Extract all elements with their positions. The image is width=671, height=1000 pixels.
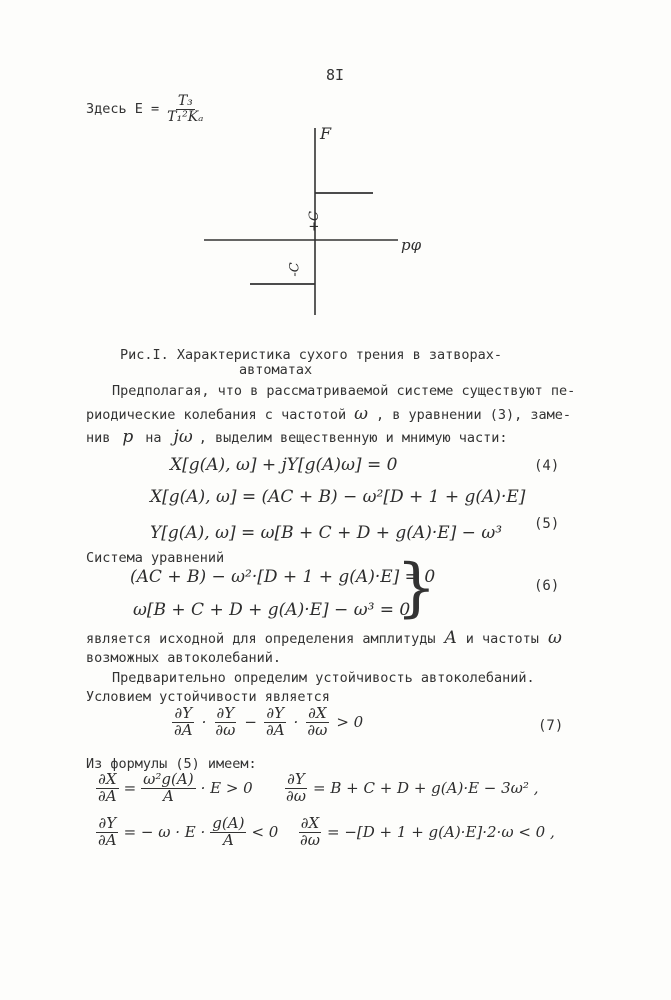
d1-num: ∂X bbox=[98, 770, 117, 788]
d1-rhs bbox=[141, 772, 195, 805]
para1-p: p bbox=[122, 427, 134, 447]
intro-frac-num: T₃ bbox=[177, 93, 193, 109]
para4-line1: Из формулы (5) имеем: bbox=[86, 756, 257, 772]
para1-omega: ω bbox=[354, 404, 368, 424]
equation-4-number: (4) bbox=[534, 458, 560, 474]
derivative-dx-dw bbox=[298, 816, 555, 849]
system-brace: } bbox=[396, 551, 437, 625]
eq7-tail: > 0 bbox=[336, 713, 364, 732]
page-number: 8I bbox=[326, 66, 345, 84]
d3-mid: = − ω · E · bbox=[123, 823, 206, 842]
d1-tail: · E > 0 bbox=[200, 779, 253, 798]
axis-x-label: pφ bbox=[401, 236, 422, 254]
eq7-t1-den: ∂A bbox=[174, 720, 193, 739]
derivative-dy-dA bbox=[96, 816, 278, 849]
figure-caption-line1: Рис.I. Характеристика сухого трения в затворах- bbox=[120, 347, 503, 363]
d2-num: ∂Y bbox=[287, 770, 305, 788]
para2-text-a: является исходной для определения амплитуды bbox=[86, 631, 436, 647]
d4-rhs: = −[D + 1 + g(A)·E]·2·ω < 0 , bbox=[327, 823, 555, 842]
para1-line3-text-c: , выделим вещественную и мнимую части: bbox=[198, 430, 508, 446]
d4-num: ∂X bbox=[300, 814, 320, 832]
d3-lhs bbox=[96, 816, 119, 849]
system-label: Система уравнений bbox=[86, 550, 225, 566]
d4-lhs bbox=[298, 816, 322, 849]
intro-definition bbox=[86, 94, 205, 124]
d3-tail: < 0 bbox=[251, 823, 279, 842]
para3-line2: Условием устойчивости является bbox=[86, 689, 330, 705]
eq7-term4 bbox=[305, 706, 329, 739]
equation-5-number: (5) bbox=[534, 516, 560, 532]
d3-rhs-num: g(A) bbox=[212, 814, 245, 832]
derivative-dy-dw bbox=[284, 772, 538, 805]
para2-amplitude-symbol: A bbox=[444, 628, 457, 648]
equation-7-number: (7) bbox=[538, 718, 564, 734]
equation-7: $\frac{\partial Y}{\partial A}$ · $\frac{\partial Y}{\partial\omega}$ − $\frac{\partial Y}{\partial A}$ · $\frac{\partial X}{\partial\omega}$ > 0 bbox=[174, 704, 364, 739]
para2-line2: возможных автоколебаний. bbox=[86, 650, 282, 666]
level-neg-label: -C bbox=[287, 262, 303, 277]
eq7-t2-num: ∂Y bbox=[216, 704, 235, 722]
d2-rhs: = B + C + D + g(A)·E − 3ω² , bbox=[313, 779, 539, 798]
eq7-term2 bbox=[213, 706, 237, 739]
equation-4: X[g(A), ω] + jY[g(A)ω] = 0 bbox=[170, 455, 398, 475]
d4-den: ∂ω bbox=[300, 830, 320, 849]
d1-lhs bbox=[96, 772, 119, 805]
d1-rhs-den: A bbox=[162, 786, 174, 805]
eq7-t3-den: ∂A bbox=[265, 720, 285, 739]
intro-prefix: Здесь Е = bbox=[86, 101, 160, 118]
d2-lhs bbox=[284, 772, 308, 805]
equation-6b: ω[B + C + D + g(A)·E] − ω³ = 0 bbox=[133, 600, 411, 620]
d1-rhs-num: ω²g(A) bbox=[143, 770, 194, 788]
para1-line2 bbox=[86, 404, 571, 424]
d3-den: ∂A bbox=[98, 830, 117, 849]
d3-rhs-den: A bbox=[222, 830, 234, 849]
para1-line2-text-b: , в уравнении (3), заме- bbox=[375, 407, 572, 423]
para2-text-b: и частоты bbox=[465, 631, 539, 647]
d1-den: ∂A bbox=[98, 786, 117, 805]
para1-line3-text-a: нив bbox=[86, 430, 111, 446]
d3-rhs bbox=[210, 816, 246, 849]
equation-6a: (AC + B) − ω²·[D + 1 + g(A)·E] = 0 bbox=[130, 567, 436, 587]
eq7-t2-den: ∂ω bbox=[215, 720, 236, 739]
eq7-term1 bbox=[172, 706, 195, 739]
eq7-t1-num: ∂Y bbox=[174, 704, 193, 722]
para1-jw: jω bbox=[173, 427, 193, 447]
intro-frac-den: T₁²Kₐ bbox=[167, 108, 204, 125]
para2-line1 bbox=[86, 628, 562, 648]
para1-line2-text-a: риодические колебания с частотой bbox=[86, 407, 347, 423]
d3-num: ∂Y bbox=[98, 814, 117, 832]
para1-line3-text-b: на bbox=[145, 430, 162, 446]
axis-y-label: F bbox=[320, 124, 332, 143]
d2-den: ∂ω bbox=[286, 786, 306, 805]
eq7-t3-num: ∂Y bbox=[266, 704, 285, 722]
derivative-dx-dA: $\frac{\partial X}{\partial A}$ = $\frac{\text{ω²g(A)}}{A}$ · E > 0 bbox=[98, 770, 253, 805]
para1-line3 bbox=[86, 427, 508, 447]
equation-6-number: (6) bbox=[534, 578, 560, 594]
equation-5b: Y[g(A), ω] = ω[B + C + D + g(A)·E] − ω³ bbox=[150, 523, 503, 543]
level-pos-label: +C bbox=[306, 211, 322, 232]
equation-5a: X[g(A), ω] = (AC + B) − ω²[D + 1 + g(A)·E] bbox=[150, 487, 526, 507]
eq7-t4-num: ∂X bbox=[308, 704, 327, 722]
figure-caption-line2: автоматах bbox=[239, 362, 313, 378]
para1-line1: Предполагая, что в рассматриваемой системе существуют пе- bbox=[112, 383, 576, 399]
para2-omega: ω bbox=[547, 628, 562, 648]
eq7-t4-den: ∂ω bbox=[307, 720, 328, 739]
para3-line1: Предварительно определим устойчивость автоколебаний. bbox=[112, 670, 535, 686]
eq7-term3 bbox=[264, 706, 287, 739]
